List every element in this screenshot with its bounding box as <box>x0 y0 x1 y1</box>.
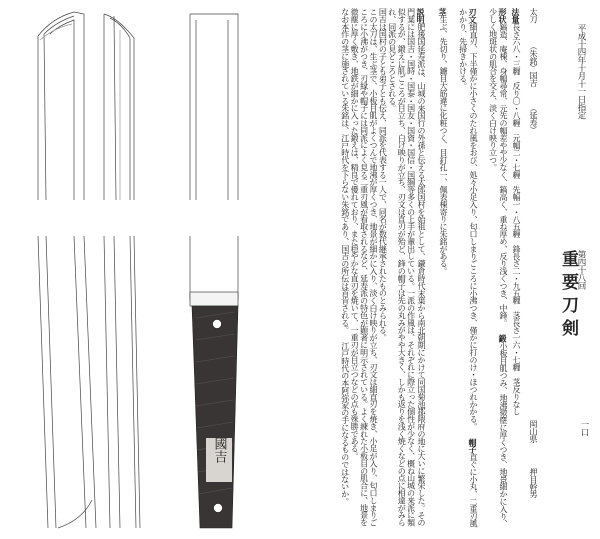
dimensions <box>510 8 521 533</box>
tang-signature: 國吉 <box>211 437 227 463</box>
item-owner-mark: （延寿） <box>529 104 538 134</box>
nakago-text: 生ぶ、先切り、鑢目大筋違に化粧つく、目釘孔一、佩表棟寄りに朱銘がある。 <box>439 15 448 275</box>
blade-tip-drawing-left <box>38 12 84 200</box>
shape-label: 形状 <box>498 8 508 23</box>
boshi-text: 直ぐに小丸、二重刃風かかり、先掃きかける。 <box>458 8 478 528</box>
nakago-label: 茎 <box>438 8 448 16</box>
explanation-paragraph-4: なお本作の茎に施されている朱銘は、江戸時代を下らない朱銘であり、国吉の所伝は首肯される。 <box>340 8 350 334</box>
mekugi-hole-upper <box>213 320 222 329</box>
blade-tip-drawing-right <box>190 14 238 200</box>
shape-text: 鎬造、庵棟、身幅尋常、元先の幅差やや少なく、鎬高く、重ね厚め、反り浅くつき、中鋒。 <box>499 22 508 327</box>
hamon-label: 刃文 <box>468 8 478 23</box>
owner-name: 押目幹男 <box>529 468 538 498</box>
blade-lower-drawing-right <box>190 236 238 306</box>
explanation-label: 説明 <box>416 8 426 23</box>
section-shape <box>478 8 508 533</box>
explanation-paragraph-3: この太刀は、生ぶ茎で、小板目肌がよくつんで地沸が厚くつき、地景が細かに入り、淡く白け映りが立ち、刃文は細直刃を焼き、小足が入り、匂口しまりごころに小沸がつき、刃縁や帽子には同派によく見る二重刃風が看取されるなど、延寿派の特色が顕著に明示されている。よく練れた小板目の肌合に、地景を微塵に厚く敷き、地鉄が細かに入った鍛えは、精良で優れており、また穏やかな直刃を焼いて、一重刃が目立つなどの点も殊勝である。 <box>350 8 378 527</box>
blade-lower-drawing-middle <box>104 236 140 528</box>
hamon-text: 細直刃、下半僅かに小さくのたれ風をおび、処々小足入り、匂口しまりごころに小沸つき、僅かに打のけ・ほつれかかる。 <box>469 22 478 430</box>
session-number: 第四十八回 <box>576 250 586 290</box>
mekugi-hole-lower <box>214 504 223 513</box>
explanation <box>268 8 426 533</box>
blade-tip-drawing-middle <box>104 14 134 200</box>
boshi-label: 帽子 <box>468 438 478 454</box>
explanation-paragraph-1: 肥後国延寿派は、山城の来国行の外孫と伝える太郎国村を始祖として、鎌倉時代末葉から南北朝期にかけて同国菊池郡隈府の地に大いに繁栄した。その門葉には国吉・国時・国泰・国友・国資・国信・国綱等多くの上手が輩出している。一派の作風は、それぞれに際立った個性が少なく、概ね山城の来派に類似するが、鍛えに肌ごころが目立ち、白け映りが立ち、刃文は直刃が殆ど、鋒の帽子は先の丸みがやや大きく、しかも返りを浅く焼くなどの点に相違がみられ、同派の見どころとされる。 <box>387 8 426 527</box>
explanation-paragraph-2: 国吉は国村の子とも弟子とも伝え、同派を代表する一人で、同名が数代継承されたものとみられる。 <box>378 8 388 342</box>
dimensions-text: 長さ六八・三糎 反り〇・八糎 元幅二・七糎 先幅一・八五糎 鋒長さ二・九五糎 茎長さ一六・七糎 茎反りなし <box>512 22 521 416</box>
forging-text: 小板目肌つみ、地沸微塵に厚くつき、地景細かに入り、少しく地斑状の肌合を交え、淡く白け映り立つ。 <box>488 8 508 528</box>
tang <box>192 306 238 528</box>
designation-date: 平成十四年十月十一日指定 <box>576 24 586 119</box>
item-attribution: （朱銘）国吉 <box>529 42 538 87</box>
sword-illustration <box>0 0 262 539</box>
section-hamon <box>448 8 478 533</box>
designation-title: 重要刀剣 <box>558 250 578 342</box>
explanation-paragraph-5: 江戸時代の本阿弥家の手になるものではないか。 <box>340 342 350 505</box>
section-nakago <box>428 8 448 533</box>
forging-label: 鍛 <box>498 334 508 343</box>
prefecture: 岡山県 <box>529 420 538 443</box>
item-type: 太刀 <box>529 8 538 23</box>
item-count: 一口 <box>579 420 589 436</box>
dimensions-label: 法量 <box>511 8 521 23</box>
blade-lower-drawing-left <box>38 236 96 528</box>
